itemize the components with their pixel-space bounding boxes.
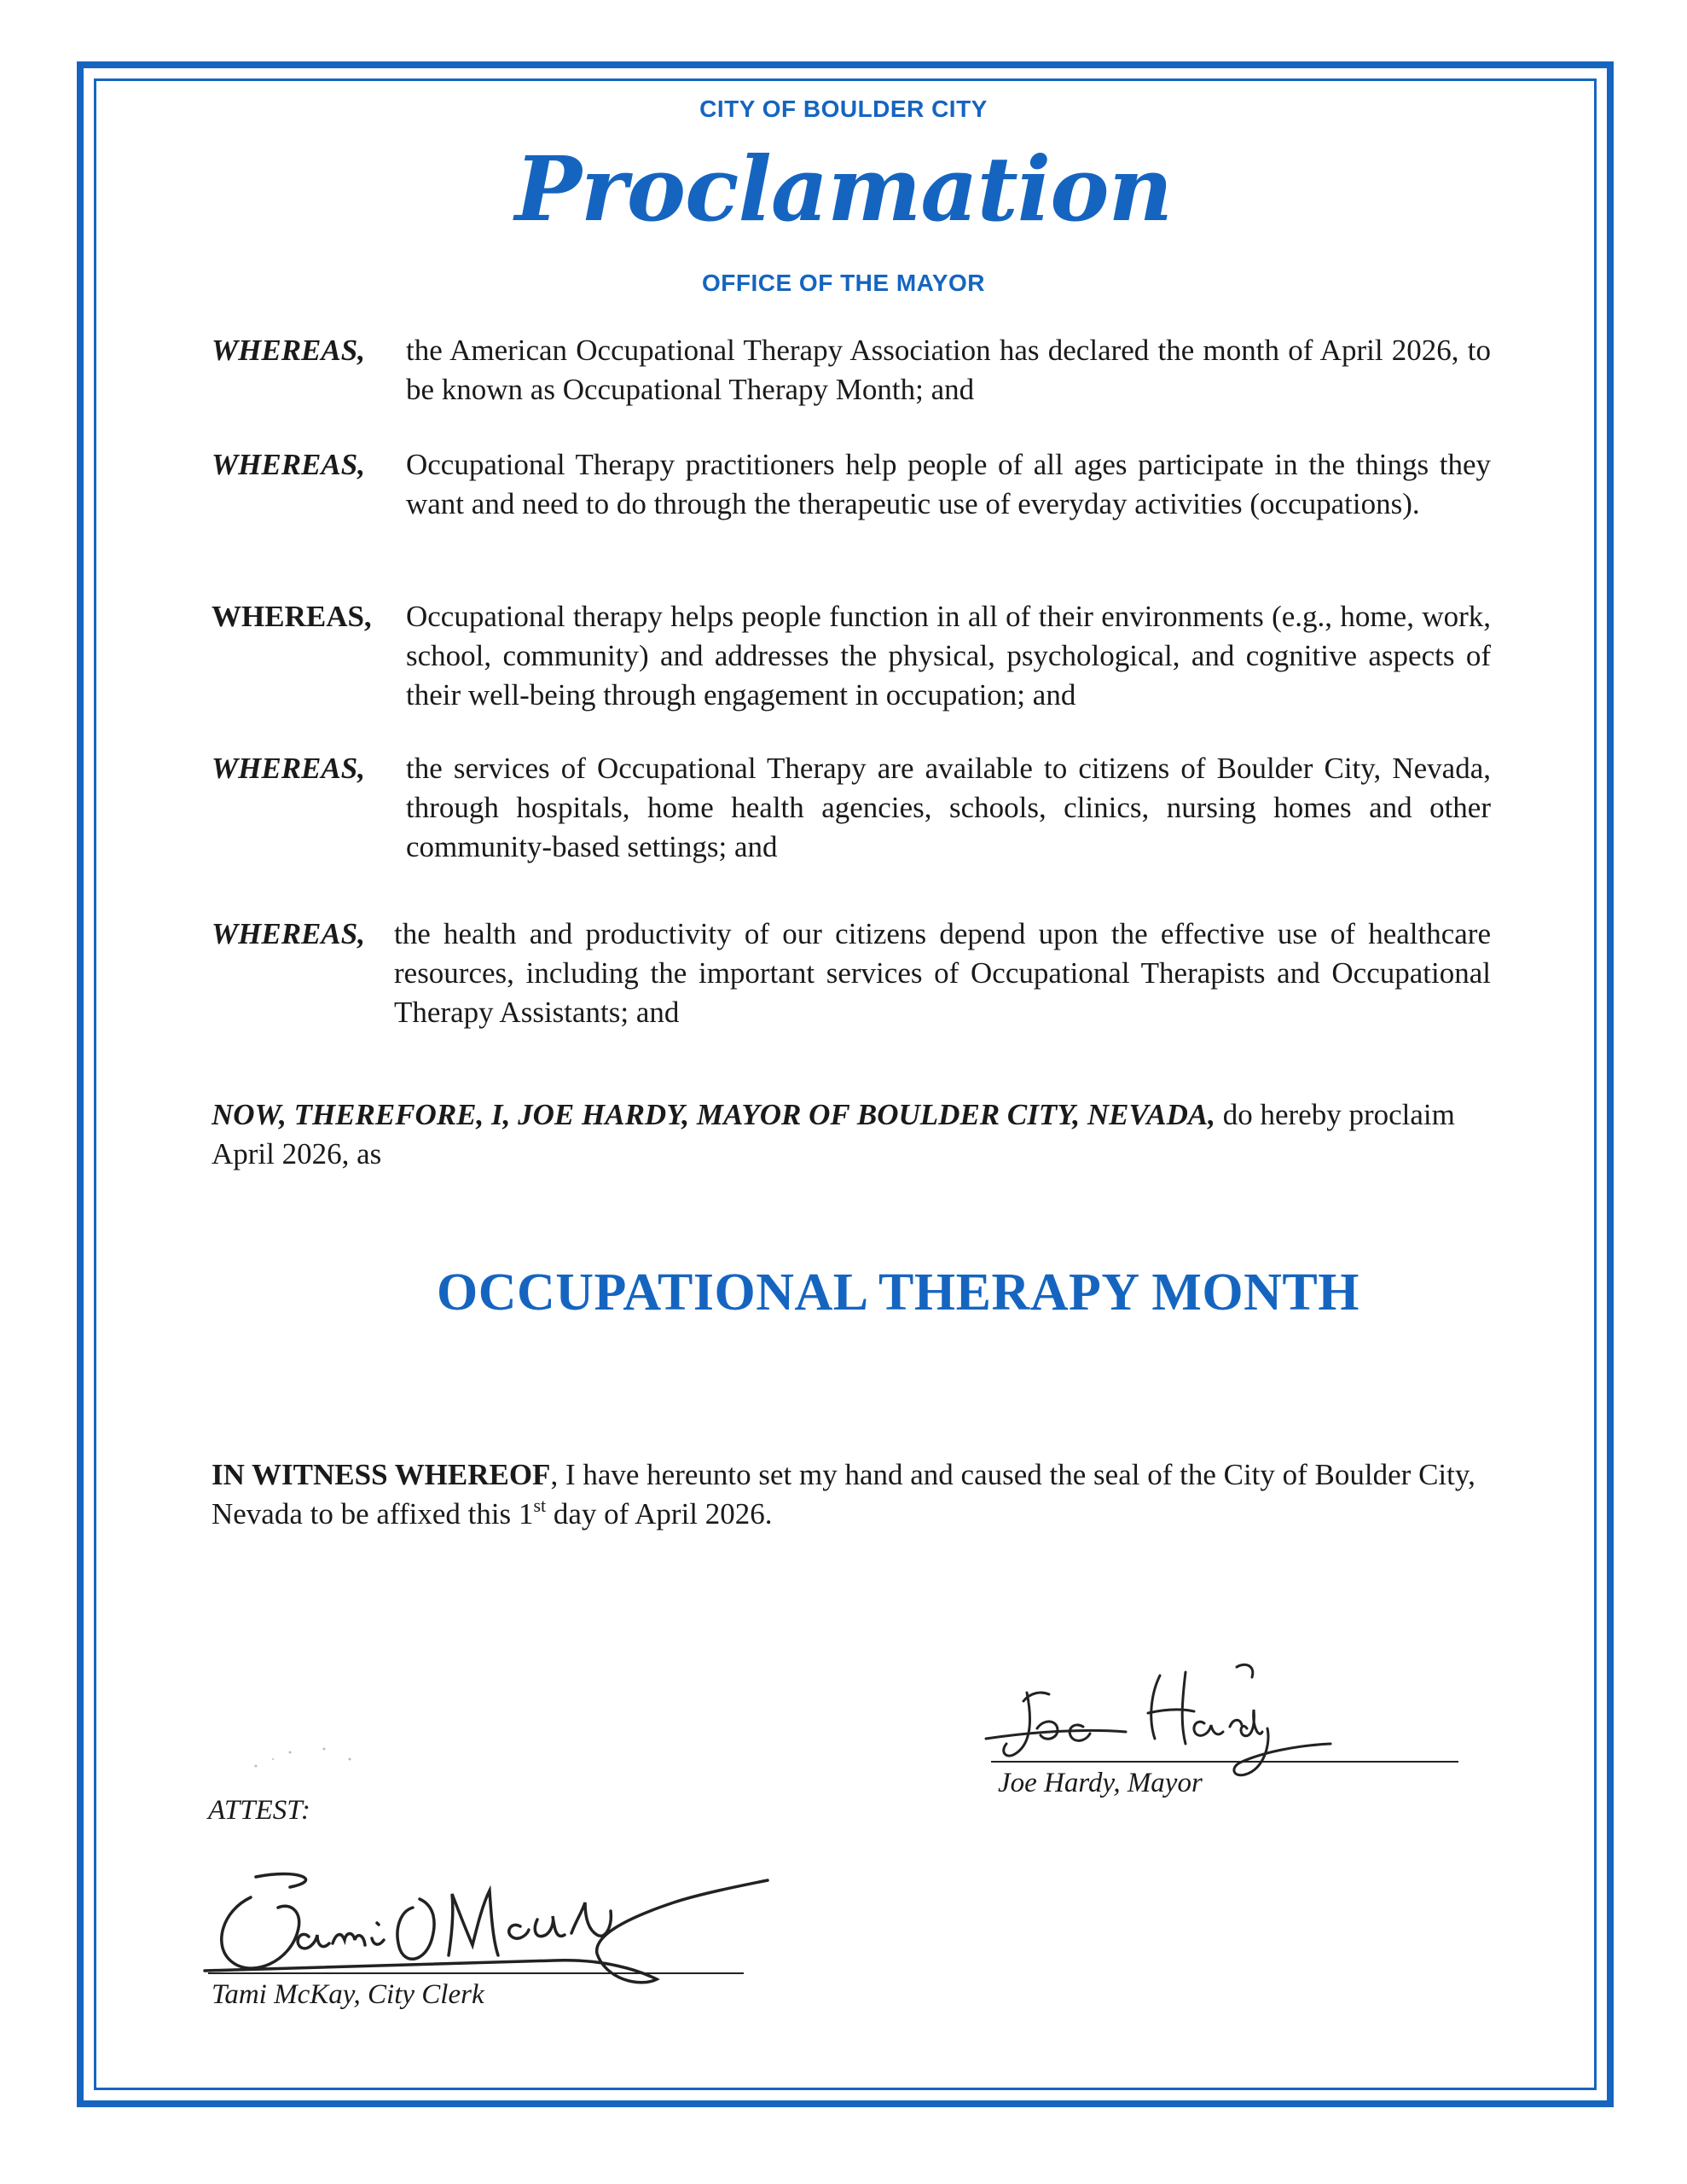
whereas-clause-1 [212,331,1491,410]
witness-statement [212,1455,1491,1534]
whereas-label: WHEREAS, [212,334,365,367]
whereas-text: Occupational Therapy practitioners help people of all ages participate in the things they want and need to do through the therapeutic use of everyday activities (occupations). [406,448,1491,520]
witness-ordinal: st [533,1495,547,1516]
whereas-text: the American Occupational Therapy Association has declared the month of April 2026, to be known as Occupational Therapy Month; and [406,334,1491,406]
mayor-signature-line [991,1761,1458,1763]
whereas-label: WHEREAS, [212,600,372,633]
proclamation-statement [212,1095,1491,1174]
mayor-name: Joe Hardy, Mayor [998,1768,1203,1798]
witness-lead: IN WITNESS WHEREOF [212,1458,551,1491]
witness-text-before: , I have hereunto set my hand and caused the seal of the City of Boulder City, Nevada to be affixed this 1 [212,1458,1475,1531]
whereas-label: WHEREAS, [212,752,365,785]
attest-label: ATTEST: [208,1795,310,1826]
city-header: CITY OF BOULDER CITY [699,96,988,122]
clerk-name: Tami McKay, City Clerk [212,1979,484,2010]
witness-text-after: day of April 2026. [546,1497,773,1531]
whereas-text: the services of Occupational Therapy are available to citizens of Boulder City, Nevada, through hospitals, home health agencies, schools, clinics, nursing homes and other community-based settings; and [406,752,1491,863]
proclamation-rest: do hereby proclaim April 2026, as [212,1098,1455,1170]
seal-impression-icon [239,1740,375,1774]
whereas-clause-5 [212,915,1491,1032]
proclamation-lead: NOW, THEREFORE, I, JOE HARDY, MAYOR OF BOULDER CITY, NEVADA, [212,1098,1215,1131]
whereas-text: the health and productivity of our citizens depend upon the effective use of healthcare resources, including the important services of Occupational Therapists and Occupational Therapy Assistants; and [394,917,1491,1029]
proclamation-title: Proclamation [514,136,1173,241]
whereas-clause-2 [212,445,1491,563]
whereas-label: WHEREAS, [212,917,365,950]
month-title: OCCUPATIONAL THERAPY MONTH [437,1263,1359,1321]
clerk-signature-line [208,1972,744,1974]
whereas-clause-3 [212,597,1491,715]
whereas-label: WHEREAS, [212,448,365,481]
office-header: OFFICE OF THE MAYOR [701,270,986,296]
whereas-text: Occupational therapy helps people function in all of their environments (e.g., home, work, school, community) and addresses the physical, psychological, and cognitive aspects of their well-being through engagement in occupation; and [406,600,1491,712]
whereas-clause-4 [212,749,1491,867]
